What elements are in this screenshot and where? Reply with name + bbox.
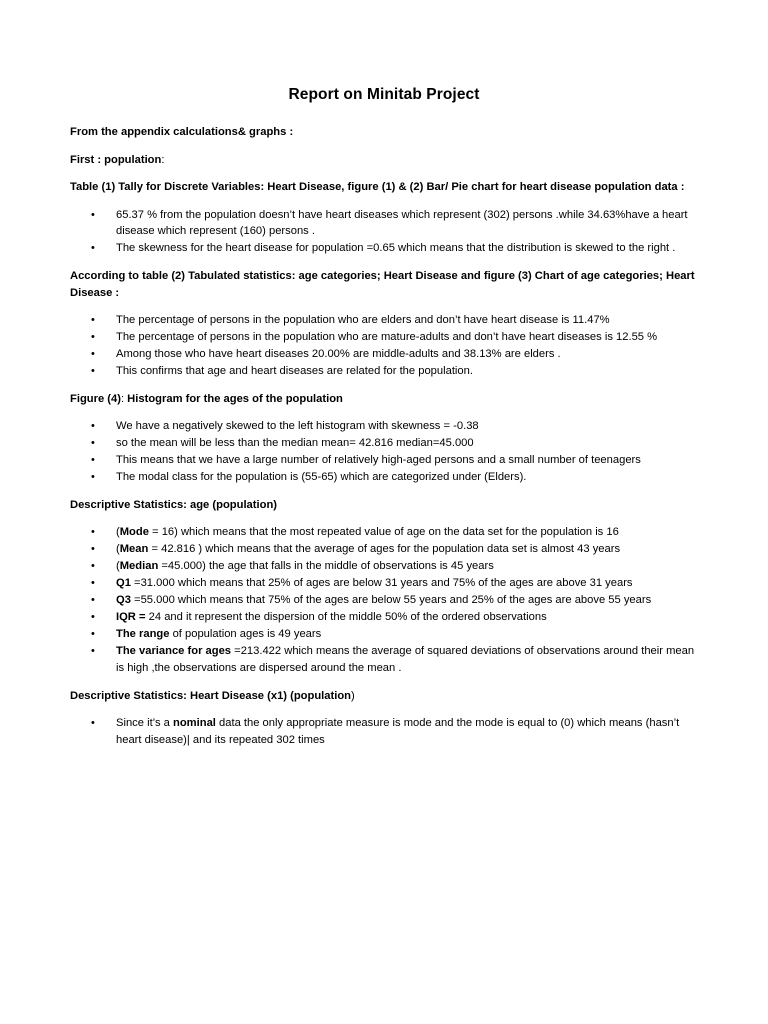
section5-heading-paren: ) [351,689,355,702]
list-item: • The skewness for the heart disease for population =0.65 which means that the distribution is skewed to the right . [70,240,698,257]
item-text: data the only appropriate measure is mode and the mode is equal to (0) which means (hasn’t heart disease)| and its repeated 302 times [116,717,680,747]
section5-heading-bold: Descriptive Statistics: Heart Disease (x1) (population [70,689,352,702]
list-item: • The percentage of persons in the population who are mature-adults and don’t have heart diseases is 12.55 % [70,329,698,346]
item-prefix: Since it’s a [116,717,174,730]
list-item [70,575,698,592]
section3-heading-a: Figure (4) [70,392,121,405]
list-item: • The percentage of persons in the population who are elders and don’t have heart disease is 11.47% [70,312,698,329]
list-item: • We have a negatively skewed to the left histogram with skewness = -0.38 [70,418,698,435]
item-term: IQR = [116,611,146,623]
list-item: • This means that we have a large number of relatively high-aged persons and a small number of teenagers [70,452,698,469]
section2-list [70,312,698,380]
item-term: nominal [173,717,216,730]
item-text: =55.000 which means that 75% of the ages are below 55 years and 25% of the ages are above 55 years [130,594,652,607]
list-item: • 65.37 % from the population doesn’t have heart diseases which represent (302) persons .while 34.63%have a heart disease which represent (160) persons . [70,207,698,241]
item-term: Mean [119,543,149,556]
item-term: Mode [119,526,149,539]
section5-heading [70,688,698,705]
item-term: Q3 [116,594,131,607]
section5-list [70,715,698,749]
item-text: = 42.816 ) which means that the average of ages for the population data set is almost 43 years [148,543,621,556]
list-item [70,643,698,677]
item-term: The variance for ages [116,644,232,657]
section3-heading-colon: : [120,392,125,405]
intro-heading: From the appendix calculations& graphs : [70,126,294,138]
list-item: • so the mean will be less than the median mean= 42.816 median=45.000 [70,435,698,452]
section4-list [70,524,698,676]
item-text: of population ages is 49 years [169,627,322,640]
list-item [70,609,698,626]
list-item: • Among those who have heart diseases 20.00% are middle-adults and 38.13% are elders . [70,346,698,363]
section1-heading: Table (1) Tally for Discrete Variables: Heart Disease, figure (1) & (2) Bar/ Pie chart for heart disease population data : [70,181,685,193]
list-item [70,592,698,609]
list-item: • The modal class for the population is (55-65) which are categorized under (Elders). [70,469,698,486]
section3-list [70,418,698,486]
item-prefix: ( [116,526,120,539]
section1-list [70,207,698,258]
item-text: = 16) which means that the most repeated value of age on the data set for the population is 16 [148,526,619,539]
first-label: First : population [70,153,162,166]
item-prefix: ( [116,560,120,573]
item-text: =31.000 which means that 25% of ages are below 31 years and 75% of the ages are above 31 years [130,577,633,590]
list-item: • This confirms that age and heart diseases are related for the population. [70,363,698,380]
report-title: Report on Minitab Project [288,86,480,103]
item-text: =213.422 which means the average of squared deviations of observations around their mean is high ,the observations are dispersed around the mean . [116,644,695,674]
section3-heading-b: Histogram for the ages of the population [124,392,343,405]
list-item [70,558,698,575]
item-term: Median [119,560,159,573]
item-text: 24 and it represent the dispersion of the middle 50% of the ordered observations [145,611,547,623]
list-item [70,715,698,749]
item-prefix: ( [116,543,120,556]
list-item [70,524,698,541]
section4-heading: Descriptive Statistics: age (population) [70,498,278,511]
first-colon: : [161,153,165,166]
section2-heading: According to table (2) Tabulated statistics: age categories; Heart Disease and figure (3) Chart of age categories; Heart Disease : [70,270,695,299]
first-population-heading [70,152,698,169]
item-text: =45.000) the age that falls in the middle of observations is 45 years [158,560,494,573]
item-term: The range [116,627,170,640]
list-item [70,626,698,643]
list-item [70,541,698,558]
section3-heading [70,391,698,408]
item-term: Q1 [116,577,131,590]
